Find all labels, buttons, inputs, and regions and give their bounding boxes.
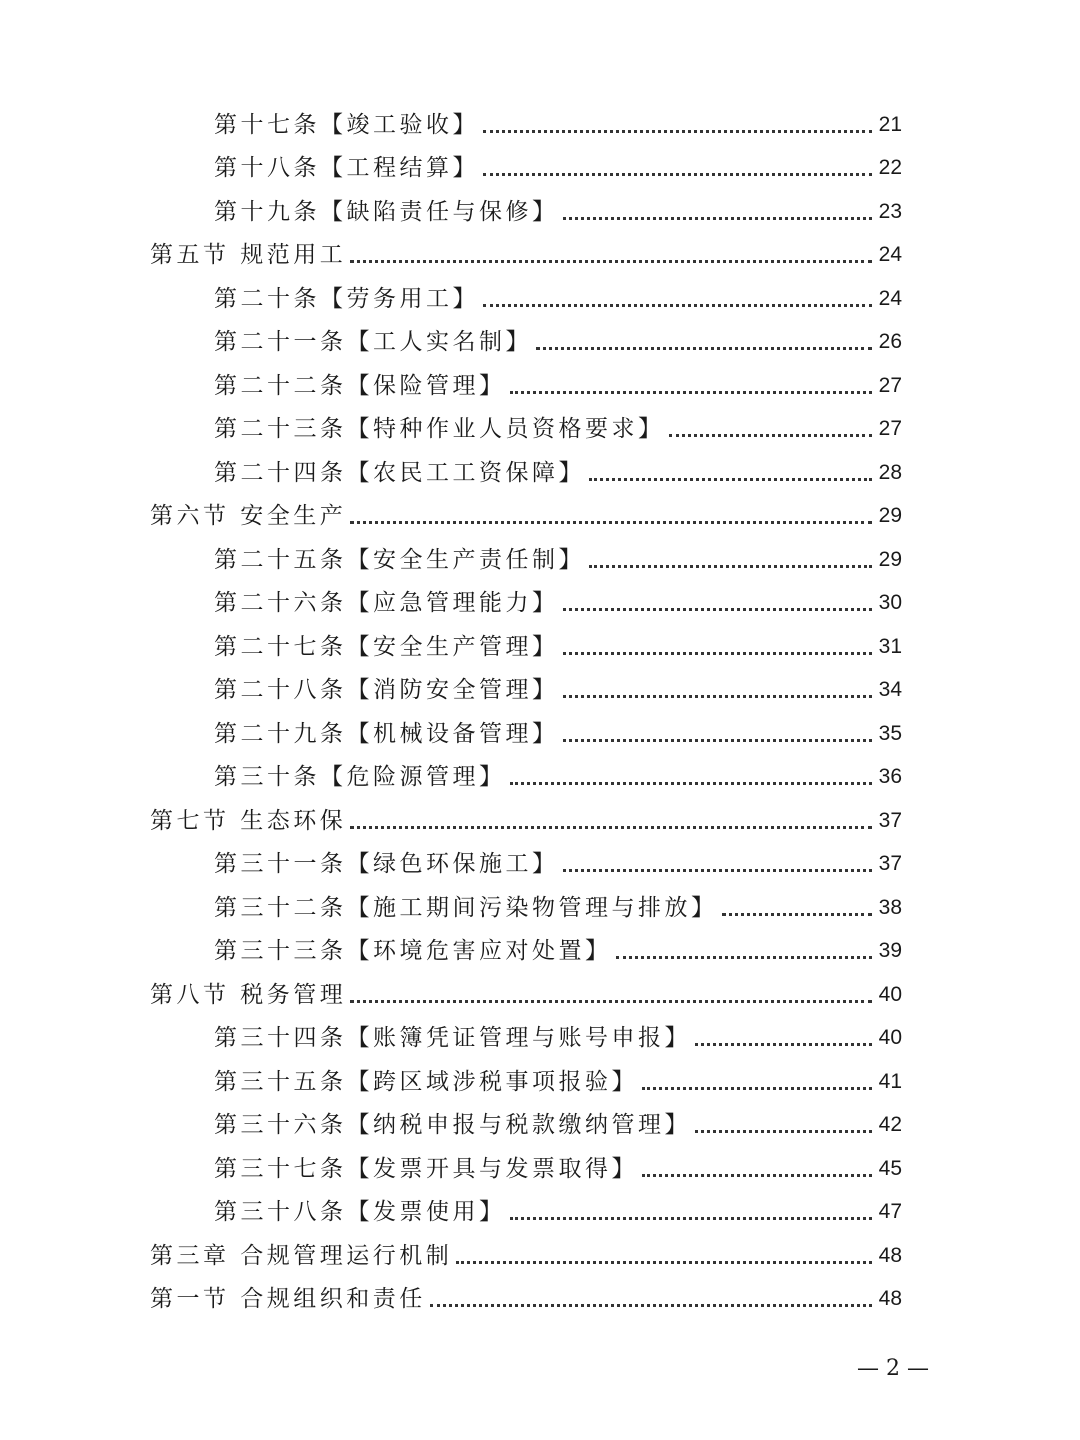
toc-leader-dots xyxy=(350,1000,872,1003)
toc-entry-title: 第二十九条【机械设备管理】 xyxy=(214,720,559,747)
toc-entry-title: 第三十四条【账簿凭证管理与账号申报】 xyxy=(214,1025,691,1051)
toc-entry-title: 第二十三条【特种作业人员资格要求】 xyxy=(214,416,665,442)
toc-entry[interactable] xyxy=(150,314,902,358)
toc-chapter-entry[interactable] xyxy=(150,1227,902,1271)
toc-leader-dots xyxy=(563,217,873,220)
toc-entry[interactable] xyxy=(150,749,902,793)
toc-entry-page: 23 xyxy=(878,199,902,223)
toc-leader-dots xyxy=(563,608,873,611)
toc-entry-title: 第三十五条【跨区域涉税事项报验】 xyxy=(214,1068,638,1095)
toc-entry-page: 42 xyxy=(878,1113,902,1136)
toc-entry-title: 第二十条【劳务用工】 xyxy=(214,285,479,312)
toc-entry-page: 47 xyxy=(878,1200,902,1223)
toc-leader-dots xyxy=(563,739,873,742)
toc-entry-page: 22 xyxy=(878,156,902,179)
toc-leader-dots xyxy=(483,304,872,307)
toc-leader-dots xyxy=(695,1043,872,1046)
toc-entry[interactable] xyxy=(150,705,902,749)
toc-entry-page: 26 xyxy=(878,330,902,353)
toc-entry-title: 第二十二条【保险管理】 xyxy=(214,372,506,399)
toc-leader-dots xyxy=(695,1130,872,1133)
toc-leader-dots xyxy=(563,869,873,872)
toc-entry-page: 28 xyxy=(878,460,902,484)
toc-section-entry[interactable] xyxy=(150,966,902,1010)
toc-leader-dots xyxy=(536,347,872,350)
toc-leader-dots xyxy=(669,434,873,437)
toc-section-entry[interactable] xyxy=(150,488,902,532)
toc-entry[interactable] xyxy=(150,401,902,445)
toc-entry-page: 38 xyxy=(878,895,902,919)
toc-leader-dots xyxy=(350,826,872,829)
toc-entry-title: 第三十三条【环境危害应对处置】 xyxy=(214,938,612,964)
toc-entry-page: 31 xyxy=(878,634,902,658)
toc-entry-title: 第一节 合规组织和责任 xyxy=(150,1286,426,1312)
toc-entry-title: 第五节 规范用工 xyxy=(150,242,347,268)
toc-entry-page: 40 xyxy=(878,1026,902,1049)
toc-entry-title: 第二十八条【消防安全管理】 xyxy=(214,677,559,703)
toc-entry[interactable] xyxy=(150,923,902,967)
toc-entry[interactable] xyxy=(150,183,902,227)
toc-leader-dots xyxy=(483,130,872,133)
toc-entry-title: 第八节 税务管理 xyxy=(150,981,347,1008)
toc-leader-dots xyxy=(589,565,872,568)
toc-leader-dots xyxy=(483,173,872,176)
toc-entry-page: 29 xyxy=(878,504,902,527)
toc-entry-title: 第三十二条【施工期间污染物管理与排放】 xyxy=(214,894,718,921)
toc-entry-title: 第十七条【竣工验收】 xyxy=(214,111,479,138)
toc-section-entry[interactable] xyxy=(150,227,902,271)
toc-entry-title: 第六节 安全生产 xyxy=(150,503,347,529)
toc-entry-page: 27 xyxy=(878,373,902,397)
toc-entry-page: 21 xyxy=(878,112,902,136)
toc-leader-dots xyxy=(616,956,873,959)
toc-leader-dots xyxy=(642,1087,872,1090)
toc-entry-page: 48 xyxy=(878,1243,902,1267)
table-of-contents xyxy=(150,96,902,1314)
toc-entry-title: 第三章 合规管理运行机制 xyxy=(150,1242,453,1269)
toc-entry[interactable] xyxy=(150,531,902,575)
toc-leader-dots xyxy=(589,478,872,481)
toc-entry-title: 第三十七条【发票开具与发票取得】 xyxy=(214,1155,638,1182)
toc-entry-page: 30 xyxy=(878,591,902,614)
toc-leader-dots xyxy=(430,1304,872,1307)
toc-leader-dots xyxy=(350,260,872,263)
toc-entry-title: 第三十一条【绿色环保施工】 xyxy=(214,851,559,877)
toc-entry[interactable] xyxy=(150,96,902,140)
toc-entry-page: 48 xyxy=(878,1287,902,1310)
toc-entry-title: 第三十八条【发票使用】 xyxy=(214,1199,506,1225)
toc-leader-dots xyxy=(722,913,873,916)
toc-leader-dots xyxy=(563,652,873,655)
toc-entry[interactable] xyxy=(150,1184,902,1228)
toc-entry[interactable] xyxy=(150,1097,902,1141)
toc-entry[interactable] xyxy=(150,1140,902,1184)
toc-entry[interactable] xyxy=(150,662,902,706)
toc-entry[interactable] xyxy=(150,1010,902,1054)
toc-entry-page: 24 xyxy=(878,286,902,310)
toc-section-entry[interactable] xyxy=(150,1271,902,1315)
toc-entry[interactable] xyxy=(150,1053,902,1097)
toc-entry-page: 29 xyxy=(878,547,902,571)
toc-entry-title: 第三十条【危险源管理】 xyxy=(214,764,506,790)
toc-entry-page: 36 xyxy=(878,765,902,788)
toc-entry-page: 45 xyxy=(878,1156,902,1180)
toc-leader-dots xyxy=(350,521,872,524)
toc-entry[interactable] xyxy=(150,575,902,619)
toc-entry-page: 41 xyxy=(878,1069,902,1093)
toc-entry-title: 第十八条【工程结算】 xyxy=(214,155,479,181)
toc-entry-page: 27 xyxy=(878,417,902,440)
toc-leader-dots xyxy=(642,1174,872,1177)
toc-leader-dots xyxy=(456,1261,872,1264)
toc-section-entry[interactable] xyxy=(150,792,902,836)
toc-entry-title: 第二十六条【应急管理能力】 xyxy=(214,590,559,616)
toc-entry[interactable] xyxy=(150,618,902,662)
toc-entry[interactable] xyxy=(150,270,902,314)
toc-entry-page: 24 xyxy=(878,243,902,266)
toc-entry-title: 第二十五条【安全生产责任制】 xyxy=(214,546,585,573)
toc-entry[interactable] xyxy=(150,879,902,923)
toc-entry-page: 35 xyxy=(878,721,902,745)
toc-entry[interactable] xyxy=(150,444,902,488)
toc-entry[interactable] xyxy=(150,357,902,401)
toc-entry-page: 37 xyxy=(878,808,902,832)
toc-leader-dots xyxy=(510,1217,873,1220)
toc-entry-title: 第二十一条【工人实名制】 xyxy=(214,329,532,355)
toc-entry-page: 40 xyxy=(878,982,902,1006)
toc-entry-page: 39 xyxy=(878,939,902,962)
toc-entry-title: 第二十七条【安全生产管理】 xyxy=(214,633,559,660)
toc-leader-dots xyxy=(510,391,873,394)
toc-leader-dots xyxy=(510,782,873,785)
toc-entry-title: 第十九条【缺陷责任与保修】 xyxy=(214,198,559,225)
toc-entry-title: 第三十六条【纳税申报与税款缴纳管理】 xyxy=(214,1112,691,1138)
toc-leader-dots xyxy=(563,695,873,698)
toc-entry-page: 37 xyxy=(878,852,902,875)
toc-entry-title: 第七节 生态环保 xyxy=(150,807,347,834)
page-number: — 2 — xyxy=(857,1356,929,1381)
toc-entry[interactable] xyxy=(150,140,902,184)
toc-entry-page: 34 xyxy=(878,678,902,701)
toc-entry-title: 第二十四条【农民工工资保障】 xyxy=(214,459,585,486)
toc-entry[interactable] xyxy=(150,836,902,880)
